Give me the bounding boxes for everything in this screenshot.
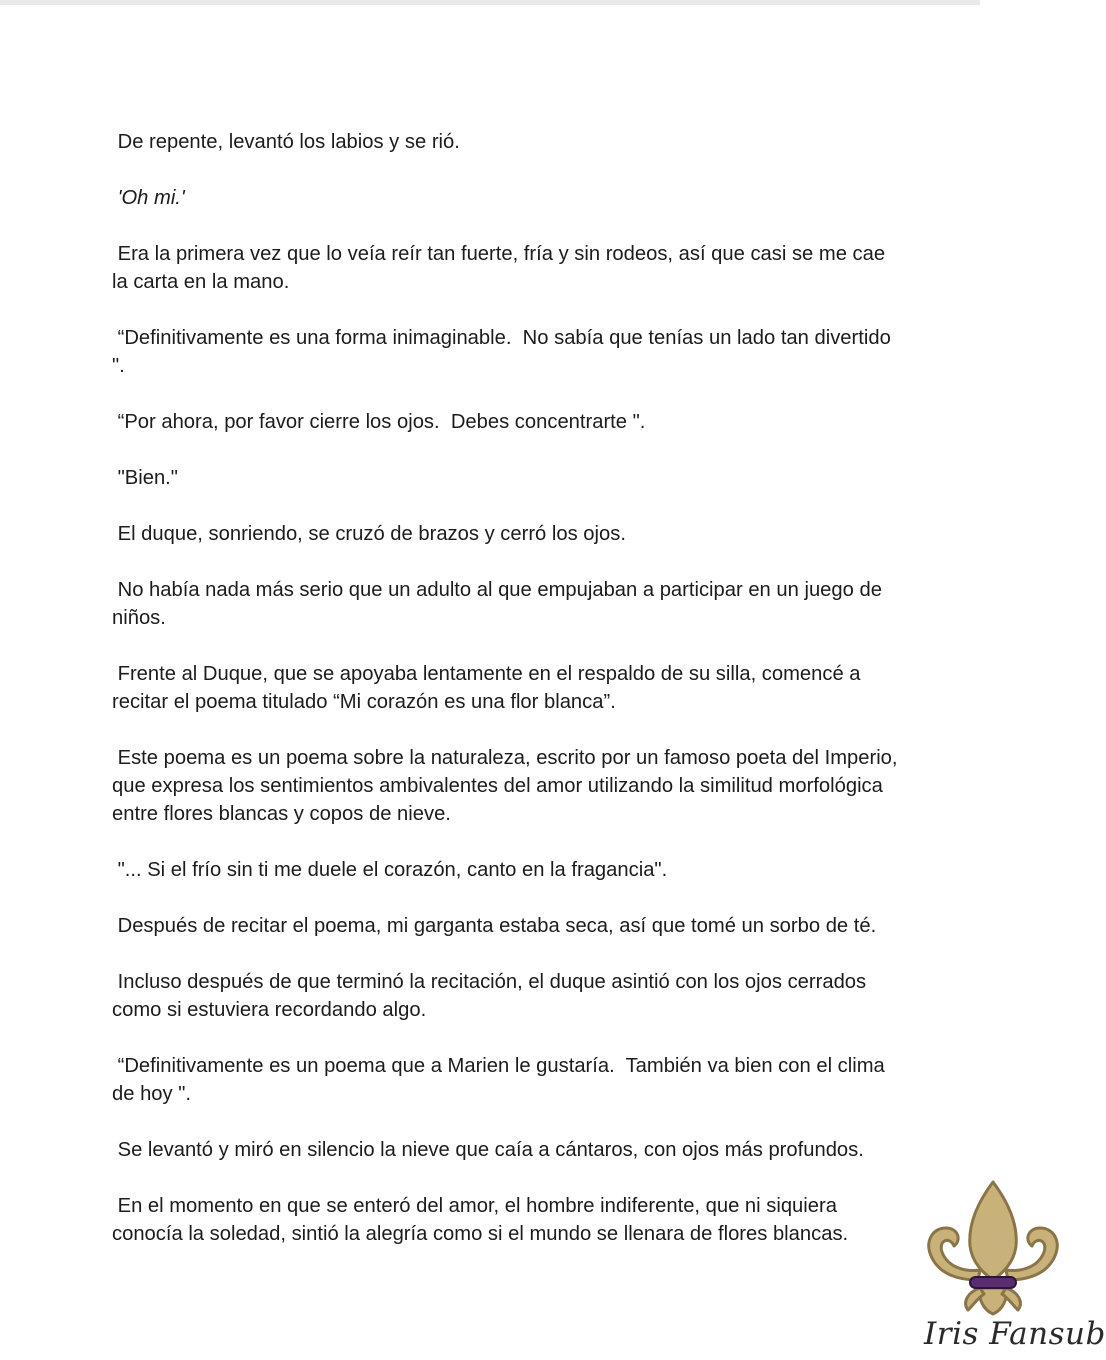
paragraph-6: "Bien." — [112, 467, 178, 489]
watermark-text: Iris Fansub — [924, 1316, 1106, 1352]
paragraph-16: En el momento en que se enteró del amor, el hombre indiferente, que ni siquiera conocía la soledad, sintió la alegría como si el mundo se llenara de flores blancas. — [112, 1195, 849, 1245]
paragraph-3: Era la primera vez que lo veía reír tan fuerte, fría y sin rodeos, así que casi se me cae la carta en la mano. — [112, 243, 886, 293]
paragraph-13: Incluso después de que terminó la recitación, el duque asintió con los ojos cerrados como si estuviera recordando algo. — [112, 971, 867, 1021]
paragraph-15: Se levantó y miró en silencio la nieve que caía a cántaros, con ojos más profundos. — [112, 1139, 864, 1161]
paragraph-1: De repente, levantó los labios y se rió. — [112, 131, 460, 153]
paragraph-9: Frente al Duque, que se apoyaba lentamente en el respaldo de su silla, comencé a recitar el poema titulado “Mi corazón es una flor blanca”. — [112, 663, 861, 713]
paragraph-10: Este poema es un poema sobre la naturaleza, escrito por un famoso poeta del Imperio, que expresa los sentimientos ambivalentes del amor utilizando la similitud morfológica entre flores blancas y copos de nieve. — [112, 747, 898, 825]
paragraph-11: "... Si el frío sin ti me duele el corazón, canto en la fragancia". — [112, 859, 668, 881]
paragraph-8: No había nada más serio que un adulto al que empujaban a participar en un juego de niños. — [112, 579, 882, 629]
fleur-de-lis-icon — [918, 1176, 1068, 1316]
paragraph-4: “Definitivamente es una forma inimaginable. No sabía que tenías un lado tan divertido ". — [112, 327, 891, 377]
paragraph-12: Después de recitar el poema, mi garganta estaba seca, así que tomé un sorbo de té. — [112, 915, 877, 937]
top-divider — [0, 0, 980, 5]
paragraph-7: El duque, sonriendo, se cruzó de brazos y cerró los ojos. — [112, 523, 626, 545]
watermark — [916, 1176, 1106, 1360]
paragraph-5: “Por ahora, por favor cierre los ojos. Debes concentrarte ". — [112, 411, 646, 433]
document-body — [112, 128, 952, 1276]
paragraph-2: 'Oh mi.' — [112, 187, 185, 209]
paragraph-14: “Definitivamente es un poema que a Marien le gustaría. También va bien con el clima de hoy ". — [112, 1055, 885, 1105]
